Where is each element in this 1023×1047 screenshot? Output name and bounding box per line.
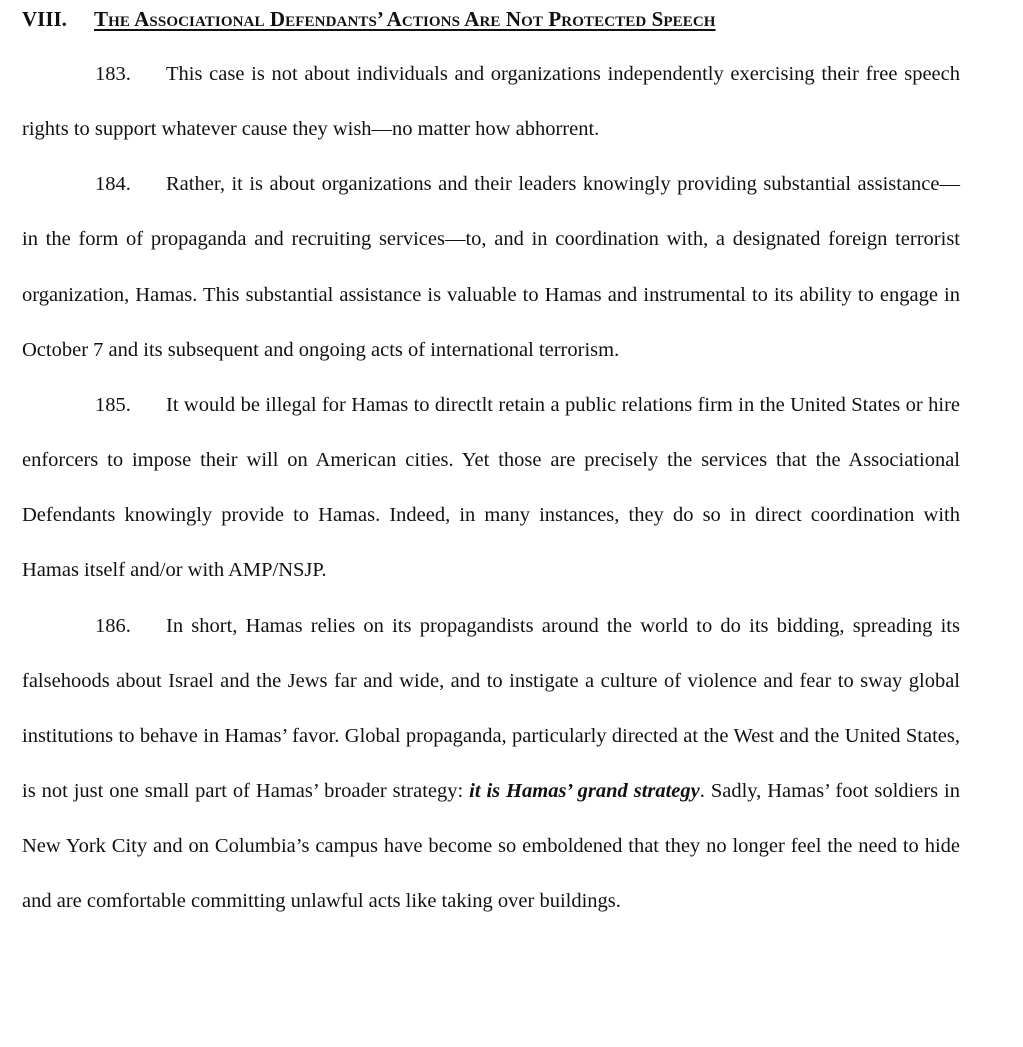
paragraph-186 (22, 599, 960, 930)
paragraph-text: Rather, it is about organizations and their leaders knowingly providing substantial assistance—in the form of propaganda and recruiting services—to, and in coordination with, a designated foreign terrorist organization, Hamas. This substantial assistance is valuable to Hamas and instrumental to its ability to engage in October 7 and its subsequent and ongoing acts of international terrorism. (22, 173, 960, 361)
paragraph-number: 183. (95, 63, 131, 85)
paragraph-text-continued: . Sadly, Hamas’ foot soldiers in New York City and on Columbia’s campus have become so emboldened that they no longer feel the need to hide and are comfortable committing unlawful acts like taking over buildings. (22, 780, 960, 913)
paragraph-text: In short, Hamas relies on its propagandists around the world to do its bidding, spreading its falsehoods about Israel and the Jews far and wide, and to instigate a culture of violence and fear to sway global institutions to behave in Hamas’ favor. Global propaganda, particularly directed at the West and the United States, is not just one small part of Hamas’ broader strategy: (22, 614, 960, 803)
paragraph-text: It would be illegal for Hamas to directlt retain a public relations firm in the United States or hire enforcers to impose their will on American cities. Yet those are precisely the services that the Associational Defendants knowingly provide to Hamas. Indeed, in many instances, they do so in direct coordination with Hamas itself and/or with AMP/NSJP. (22, 393, 960, 582)
body-text (22, 47, 960, 930)
section-title: The Associational Defendants’ Actions Are Not Protected Speech (94, 7, 716, 31)
paragraph-number: 185. (95, 393, 131, 416)
paragraph-184 (22, 157, 960, 378)
paragraph-text: This case is not about individuals and organizations independently exercising their free speech rights to support whatever cause they wish—no matter how abhorrent. (22, 63, 960, 141)
paragraph-183 (22, 47, 960, 157)
paragraph-number: 186. (95, 614, 131, 637)
section-heading (22, 4, 716, 34)
emphasized-text: it is Hamas’ grand strategy (469, 780, 700, 803)
section-number: VIII. (22, 7, 67, 31)
paragraph-number: 184. (95, 173, 131, 196)
paragraph-185 (22, 378, 960, 599)
